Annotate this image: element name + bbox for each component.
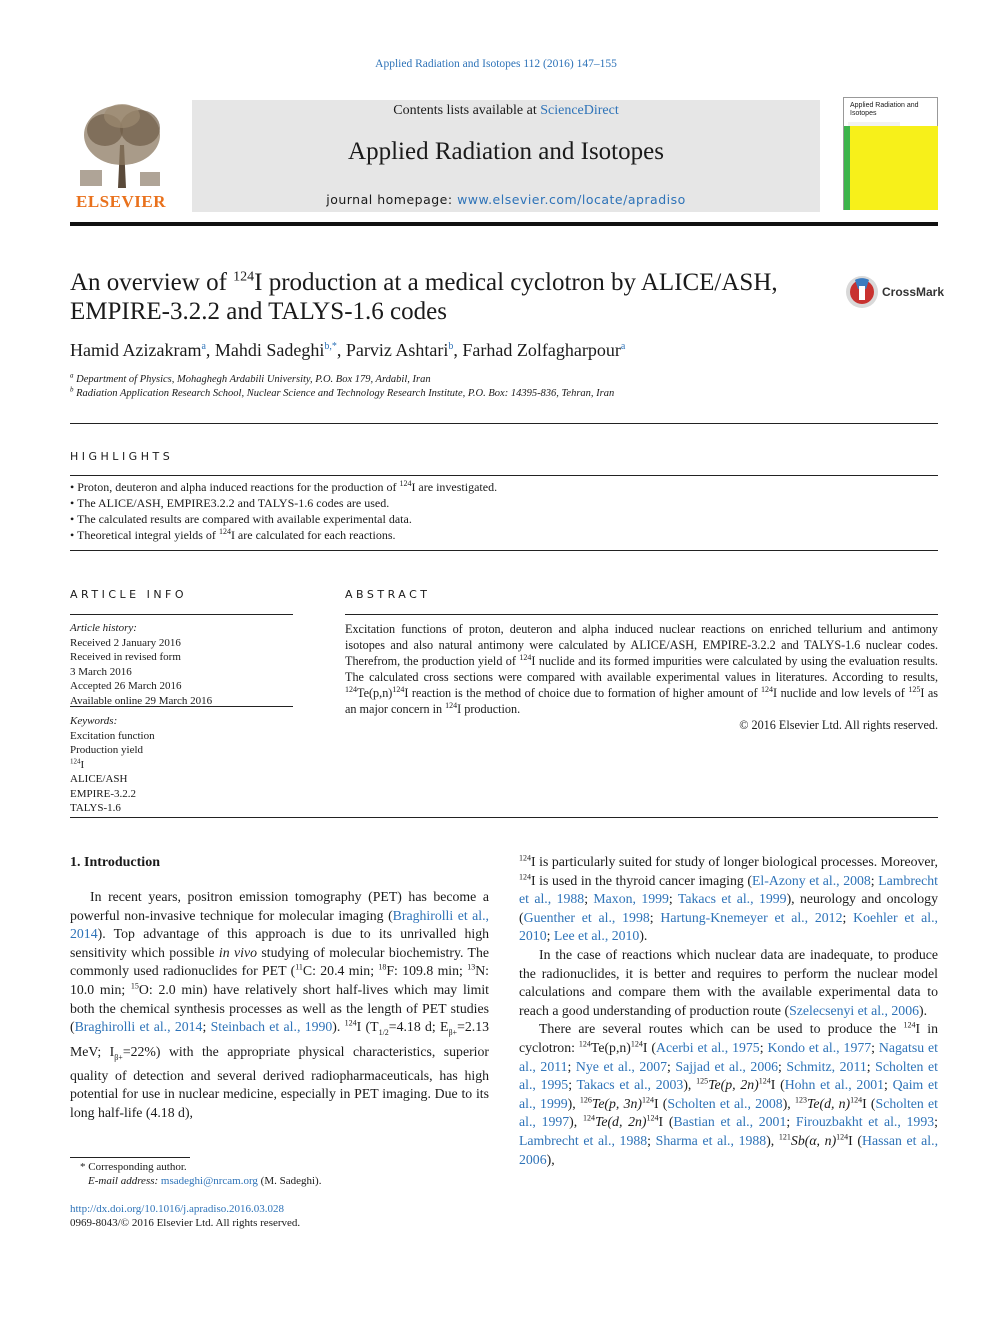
highlight-item: • Proton, deuteron and alpha induced reactions for the production of $^{124}$I are investigated. (70, 479, 498, 494)
affiliation: $^b$ Radiation Application Research School, Nuclear Science and Technology Research Institute, P.O. Box: 14395-836, Tehran, Iran (70, 385, 615, 399)
keyword[interactable]: TALYS-1.6 (70, 802, 121, 814)
keywords: Keywords: Excitation function Production yield $^{124}$I ALICE/ASH EMPIRE-3.2.2 TALYS-1.6 (70, 715, 155, 814)
divider (70, 423, 938, 424)
crossmark-icon (845, 275, 879, 309)
highlight-item: • The ALICE/ASH, EMPIRE3.2.2 and TALYS-1.6 codes are used. (70, 496, 390, 510)
citation-link[interactable]: Lee et al., 2010 (553, 928, 640, 944)
highlight-item: • The calculated results are compared with available experimental data. (70, 512, 412, 526)
citation-link[interactable]: Braghirolli et al., 2014 (70, 907, 489, 942)
intro-left-column: In recent years, positron emission tomography (PET) has become a powerful non-invasive technique for molecular imaging (Braghirolli et al., 2014). Top advantage of this approach is due to its unrivalled high sensitivity which possible in vivo studying of molecular biochemistry. The commonly used radionuclides for PET ($^{11}$C: 20.4 min; $^{18}$F: 109.8 min; $^{13}$N: 10.0 min; $^{15}$O: 2.0 min) have relatively short half-lives which may limit both the chemical synthesis processes as well as the length of PET studies (Braghirolli et al., 2014; Steinbach et al., 1990). $^{124}$I ($T_{1/2}=4.18$ d; $E_{\beta+}=2.13$ MeV; $I_{\beta+}=22\%$) with the appropriate physical characteristics, superior quality of detection and several derived radiopharmaceuticals, has high potential for use in nuclear medicine, especially in PET imaging. Due to its long half-life (4.18 d), (70, 889, 490, 1121)
divider (70, 550, 938, 551)
citation-link[interactable]: Bastian et al., 2001 (673, 1114, 787, 1130)
contents-line: Contents lists available at ScienceDirect (393, 103, 619, 118)
abstract-heading: ABSTRACT (345, 588, 431, 601)
abstract-text: Excitation functions of proton, deuteron and alpha induced nuclear reactions on enriched tellurium and antimony isotopes and also natural antimony were calculated by ALICE/ASH, EMPIRE-3.2.2 and TALYS-1.6 nuclear codes. Therefrom, the production yield of $^{124}$I nuclide and its formed impurities were calculated by using the evaluation results. The calculated cross sections were compared with available experimental values in literatures. According to results, $^{124}Te(p,n)^{124}I$ reaction is the method of choice due to formation of higher amount of $^{124}$I nuclide and low levels of $^{125}$I as an major concern in $^{124}$I production. © 2016 Elsevier Ltd. All rights reserved. (345, 622, 939, 732)
cover-green-strip (844, 126, 850, 210)
article-history: Article history: Received 2 January 2016 Received in revised form 3 March 2016 Accepted 26 March 2016 Available online 29 March 2016 (70, 622, 213, 707)
intro-right-column: $^{124}$I is particularly suited for study of longer biological processes. Moreover, $^{124}$I is used in the thyroid cancer imaging (El-Azony et al., 2008; Lambrecht et al., 1988; Maxon, 1999; Takacs et al., 1999), neurology and oncology (Guenther et al., 1998; Hartung-Knemeyer et al., 2012; Koehler et al., 2010; Lee et al., 2010). In the case of reactions which nuclear data are inadequate, to produce the radionuclides, it is better and requires to perform the nuclear model calculations and compare them with the available experimental data to reach a good understanding of production route (Szelecsenyi et al., 2006). There are several routes which can be used to produce the $^{124}$I in cyclotron: $^{124}Te(p,n)^{124}I$ (Acerbi et al., 1975; Kondo et al., 1977; Nagatsu et al., 2011; Nye et al., 2007; Sajjad et al., 2006; Schmitz, 2011; Scholten et al., 1995; Takacs et al., 2003), $^{125}$Te(p, 2n)$^{124}$I (Hohn et al., 2001; Qaim et al., 1999), $^{126}$Te(p, 3n)$^{124}$I (Scholten et al., 2008), $^{123}$Te(d, n)$^{124}$I (Scholten et al., 1997), $^{124}$Te(d, 2n)$^{124}$I (Bastian et al., 2001; Firouzbakht et al., 1993; Lambrecht et al., 1988; Sharma et al., 1988), $^{121}$Sb(α, n)$^{124}$I (Hassan et al., 2006), (519, 853, 939, 1167)
citation-link[interactable]: Lambrecht et al., 1988 (519, 872, 938, 907)
affiliation: $^a$ Department of Physics, Mohaghegh Ardabili University, P.O. Box 179, Ardabil, Iran (70, 371, 431, 385)
journal-homepage: journal homepage: www.elsevier.com/locate/apradiso (326, 192, 686, 207)
issn-copyright: 0969-8043/© 2016 Elsevier Ltd. All rights reserved. (70, 1217, 301, 1229)
citation-link[interactable]: Scholten et al., 1995 (519, 1058, 938, 1093)
citation-link[interactable]: Takacs et al., 1999 (677, 891, 787, 907)
journal-citation[interactable]: Applied Radiation and Isotopes 112 (2016) 147–155 (375, 58, 617, 70)
citation-link[interactable]: Takacs et al., 2003 (576, 1077, 684, 1093)
divider (70, 614, 293, 615)
author[interactable]: Hamid Azizakram (70, 340, 202, 360)
journal-banner (192, 100, 820, 212)
corresponding-author-note: * Corresponding author. (80, 1161, 187, 1173)
keyword[interactable]: ALICE/ASH (70, 773, 128, 785)
keyword[interactable]: Production yield (70, 744, 144, 756)
footnote-divider (70, 1157, 190, 1158)
divider (70, 817, 938, 818)
author[interactable]: Farhad Zolfagharpour (462, 340, 621, 360)
citation-link[interactable]: Acerbi et al., 1975 (656, 1039, 760, 1055)
doi-link[interactable]: http://dx.doi.org/10.1016/j.apradiso.2016.03.028 (70, 1203, 284, 1215)
citation-link[interactable]: Scholten et al., 1997 (519, 1095, 938, 1130)
citation-link[interactable]: El-Azony et al., 2008 (752, 872, 871, 888)
citation-link[interactable]: Qaim et al., 1999 (519, 1077, 938, 1111)
elsevier-wordmark: ELSEVIER (76, 192, 166, 211)
cover-yellow-band (844, 126, 938, 210)
citation-link[interactable]: Sajjad et al., 2006 (675, 1058, 779, 1074)
sciencedirect-link[interactable]: ScienceDirect (540, 103, 619, 118)
highlights-heading: HIGHLIGHTS (70, 450, 174, 463)
journal-name[interactable]: Applied Radiation and Isotopes (348, 138, 664, 165)
citation-link[interactable]: Hohn et al., 2001 (784, 1077, 885, 1093)
citation-link[interactable]: Guenther et al., 1998 (523, 909, 650, 925)
author[interactable]: Parviz Ashtari (345, 340, 449, 360)
homepage-link[interactable]: www.elsevier.com/locate/apradiso (457, 192, 686, 207)
citation-link[interactable]: Steinbach et al., 1990 (210, 1019, 333, 1035)
keyword[interactable]: Excitation function (70, 729, 155, 742)
crossmark-label: CrossMark (882, 285, 945, 299)
divider (345, 614, 938, 615)
divider (70, 475, 938, 476)
citation-link[interactable]: Nye et al., 2007 (575, 1058, 668, 1074)
keyword[interactable]: $^{124}$I (70, 756, 85, 771)
citation-link[interactable]: Hartung-Knemeyer et al., 2012 (660, 909, 843, 925)
citation-link[interactable]: Sharma et al., 1988 (655, 1132, 767, 1148)
crossmark-badge[interactable] (845, 275, 945, 311)
citation-link[interactable]: Nagatsu et al., 2011 (519, 1039, 938, 1074)
citation-link[interactable]: Schmitz, 2011 (786, 1058, 867, 1074)
cover-title: Applied Radiation and Isotopes (850, 102, 919, 117)
article-title: An overview of $^{124}$I production at a medical cyclotron by ALICE/ASH, EMPIRE-3.2.2 and TALYS-1.6 codes (70, 269, 778, 325)
citation-link[interactable]: Hassan et al., 2006 (519, 1132, 939, 1167)
journal-cover-thumbnail[interactable] (843, 97, 938, 210)
citation-link[interactable]: Szelecsenyi et al., 2006 (789, 1002, 919, 1018)
keyword[interactable]: EMPIRE-3.2.2 (70, 787, 136, 800)
author-list: Hamid Azizakram$^a$, Mahdi Sadeghi$^{b,*}$, Parviz Ashtari$^b$, Farhad Zolfagharpour$^a$ (70, 340, 626, 360)
highlight-item: • Theoretical integral yields of $^{124}$I are calculated for each reactions. (70, 527, 396, 542)
abstract-copyright: © 2016 Elsevier Ltd. All rights reserved. (739, 718, 938, 732)
section-heading-introduction: 1. Introduction (70, 855, 160, 870)
header-rule (70, 222, 938, 226)
citation-link[interactable]: Maxon, 1999 (593, 891, 669, 907)
divider (70, 706, 293, 707)
citation-link[interactable]: Braghirolli et al., 2014 (74, 1019, 203, 1035)
author[interactable]: Mahdi Sadeghi (214, 340, 325, 360)
email-note: E-mail address: msadeghi@nrcam.org (M. Sadeghi). (88, 1175, 322, 1187)
citation-link[interactable]: Kondo et al., 1977 (767, 1039, 872, 1055)
citation-link[interactable]: Scholten et al., 2008 (667, 1095, 783, 1111)
citation-link[interactable]: Koehler et al., 2010 (519, 909, 938, 944)
article-info-heading: ARTICLE INFO (70, 588, 188, 601)
citation-link[interactable]: Firouzbakht et al., 1993 (795, 1114, 935, 1130)
email-link[interactable]: msadeghi@nrcam.org (160, 1175, 258, 1187)
citation-link[interactable]: Lambrecht et al., 1988 (519, 1132, 648, 1148)
